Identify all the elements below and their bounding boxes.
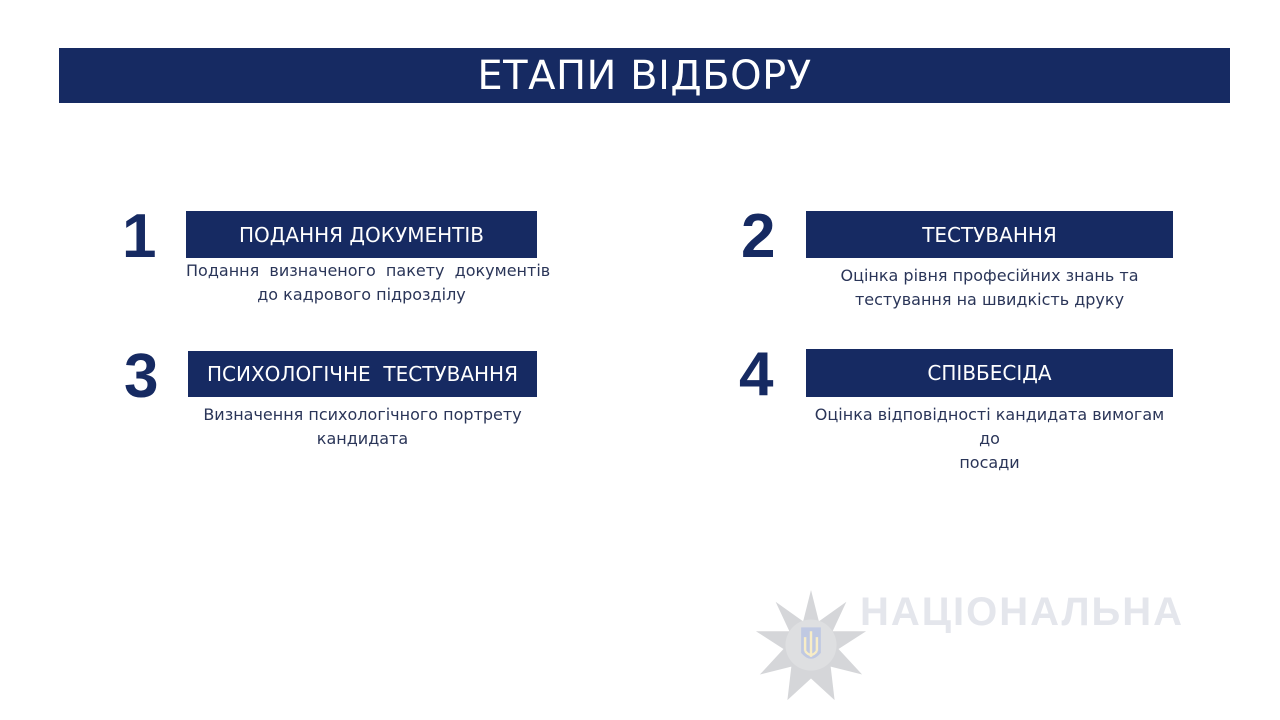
step-3-number: 3 — [124, 342, 159, 411]
step-3-label — [188, 351, 537, 397]
step-2-number: 2 — [741, 202, 776, 271]
step-1-description — [186, 259, 551, 307]
step-3-desc-line-1: Визначення психологічного портрету — [203, 405, 522, 424]
step-2-description — [806, 264, 1173, 312]
step-4-desc-line-2: посади — [959, 453, 1020, 472]
step-2-label: ТЕСТУВАННЯ — [806, 211, 1173, 258]
step-3-desc-line-2: кандидата — [316, 429, 409, 448]
page-title: ЕТАПИ ВІДБОРУ — [477, 52, 812, 99]
step-2-desc-line-1: Оцінка рівня професійних знань та — [840, 266, 1139, 285]
title-bar — [59, 48, 1230, 103]
police-star-icon — [752, 588, 870, 706]
step-1-desc-line-2: до кадрового підрозділу — [257, 285, 466, 304]
step-3-label-text: ПСИХОЛОГІЧНЕ ТЕСТУВАННЯ — [207, 362, 518, 386]
step-2-desc-line-2: тестування на швидкість друку — [854, 290, 1125, 309]
step-1-label: ПОДАННЯ ДОКУМЕНТІВ — [186, 211, 537, 258]
step-4-description — [806, 403, 1173, 475]
step-4-label: СПІВБЕСІДА — [806, 349, 1173, 397]
watermark-text: НАЦІОНАЛЬНА — [860, 590, 1185, 634]
step-4-desc-line-1: Оцінка відповідності кандидата вимогам до — [814, 405, 1165, 448]
step-1-desc-line-1: Подання визначеного пакету документів — [186, 261, 551, 280]
step-3-description — [188, 403, 537, 451]
step-4-number: 4 — [739, 340, 774, 409]
step-1-number: 1 — [122, 202, 157, 271]
